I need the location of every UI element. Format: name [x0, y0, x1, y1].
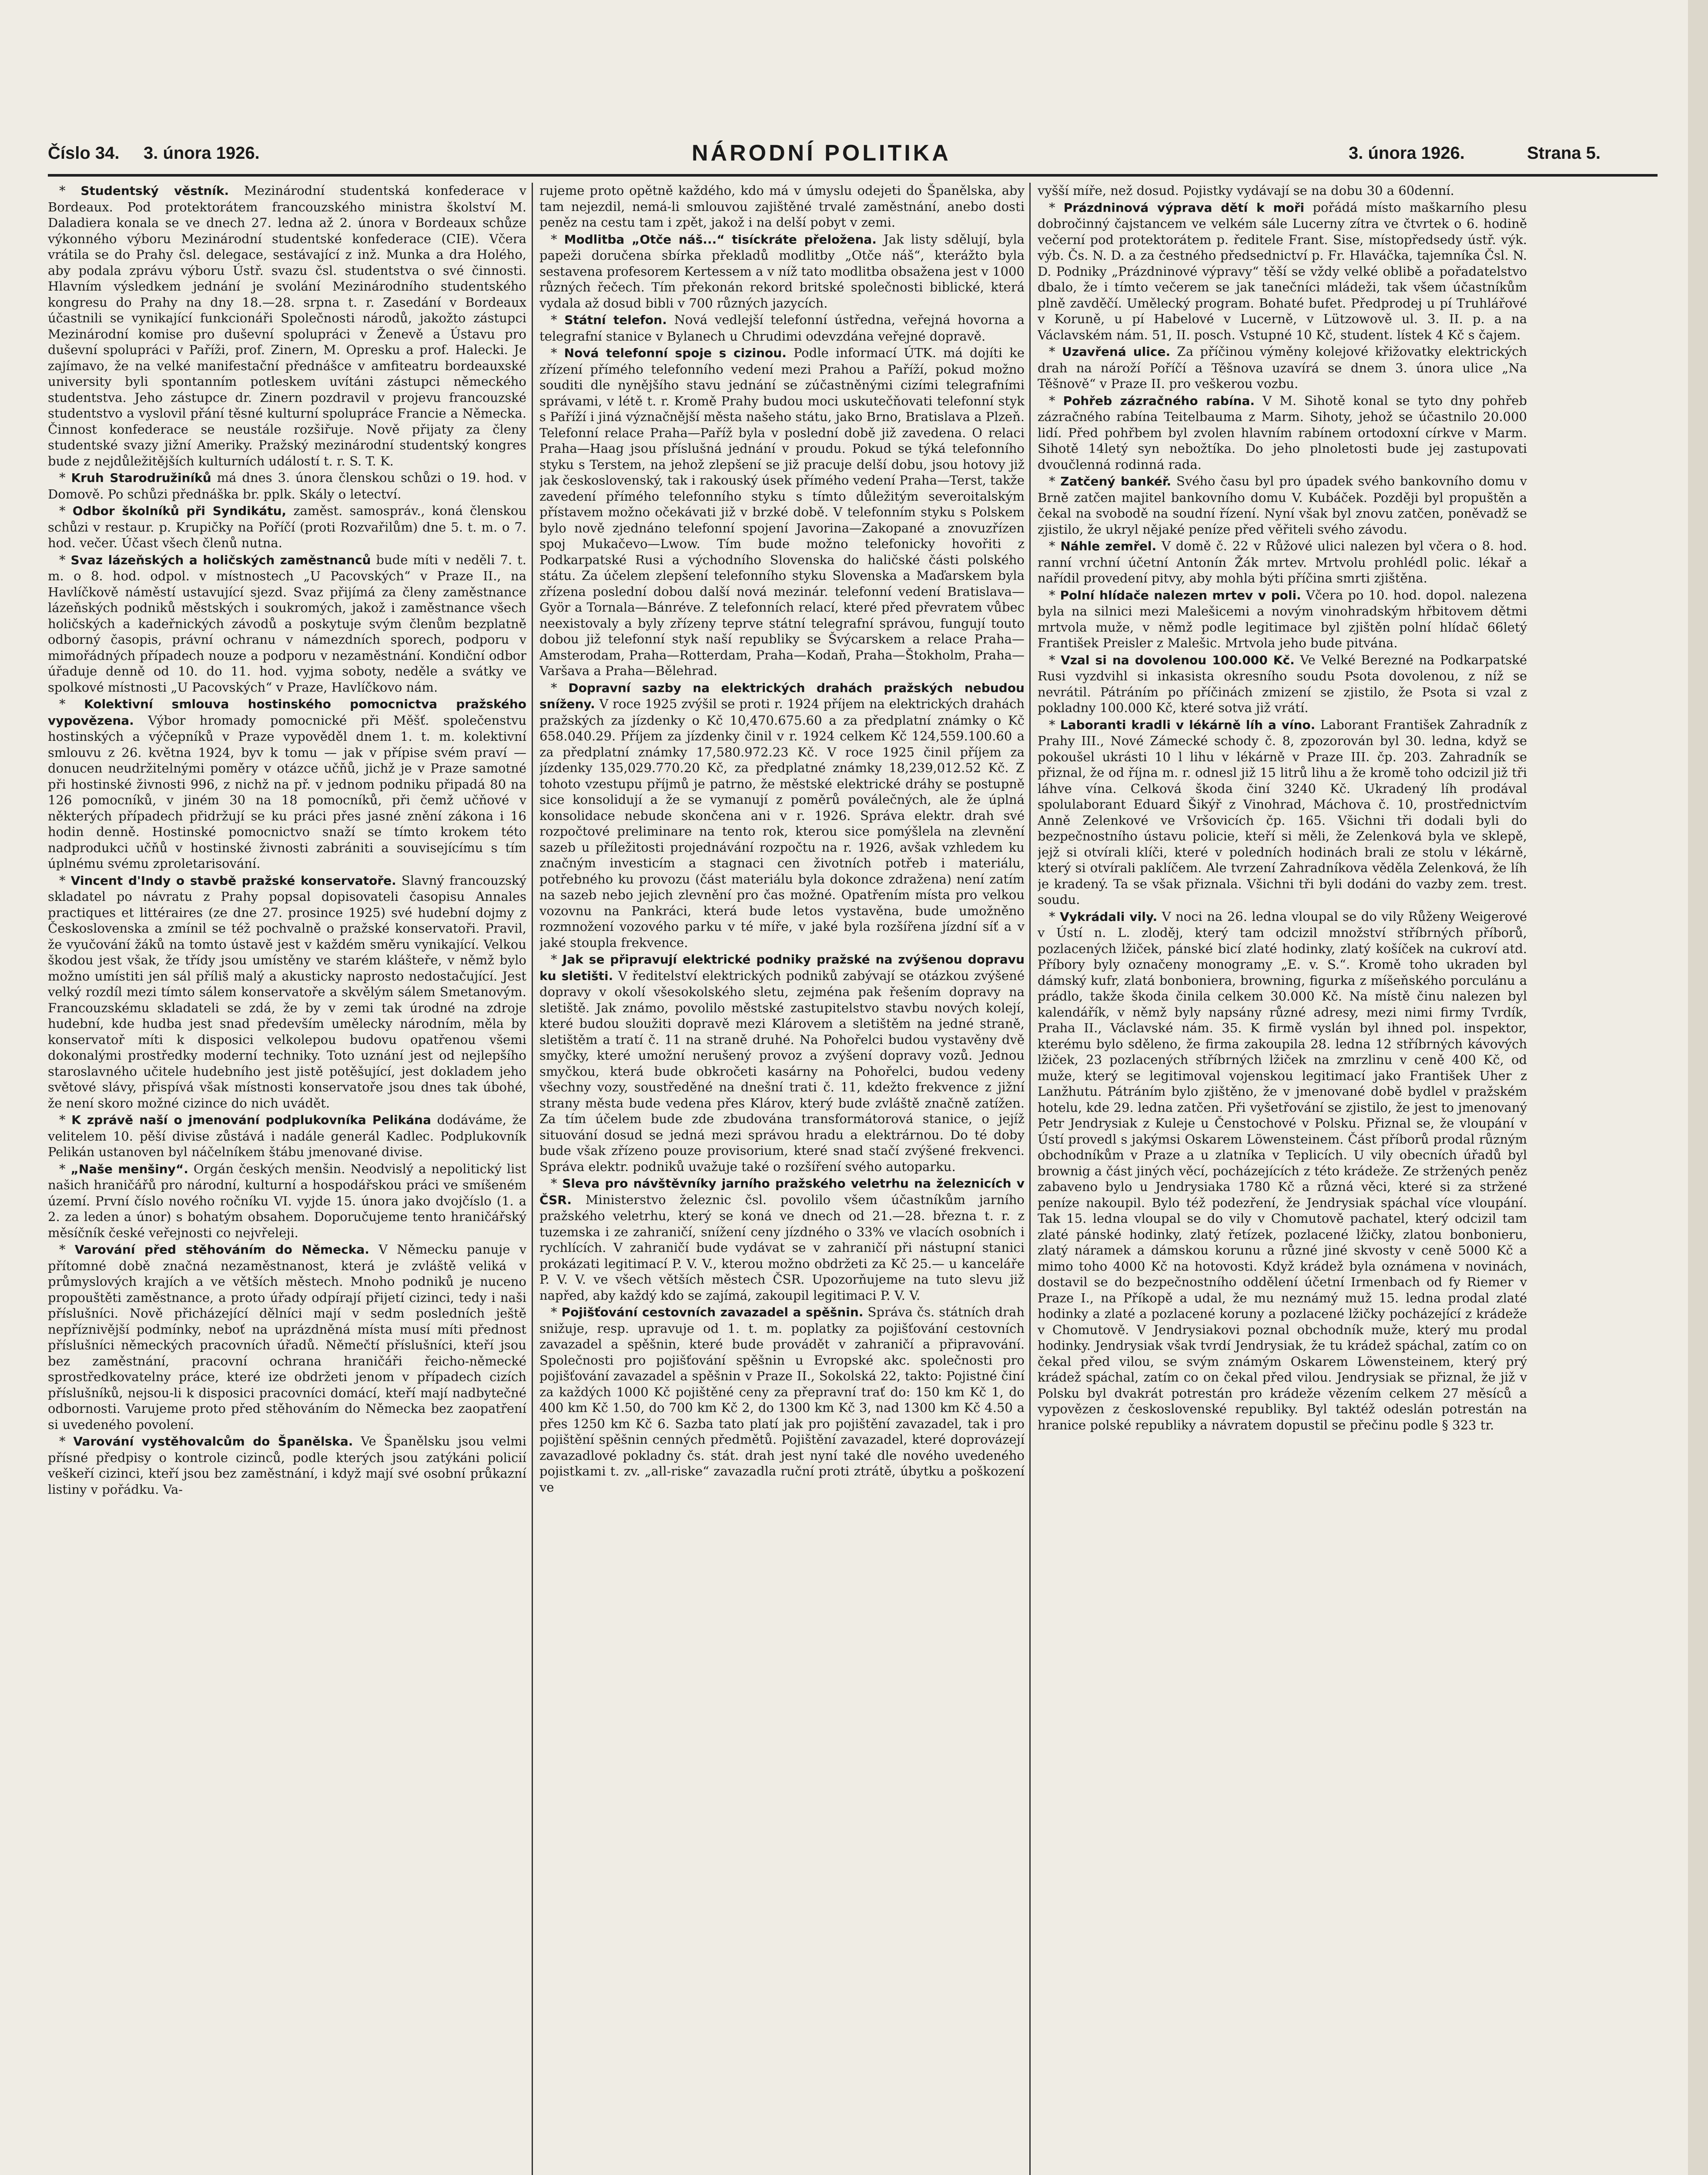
article-body: V roce 1925 zvýšil se proti r. 1924 příjem na elektrických drahách pražských za jízdenky o Kč 10,470.675.60 a za předplatní známky o Kč 658.040.29. Příjem za jízdenky činil v r. 1924 celkem Kč 124,559.100.60 a za předplatní známky 17,580.972.23 Kč. V roce 1925 činil příjem za jízdenky 135,029.770.20 Kč, za předplatné známky 18,239,012.52 Kč. Z tohoto vzestupu příjmů je patrno, že městské elektrické dráhy se postupně sice konsolidují a že se vymanují z poměrů poválečných, ale že úplná konsolidace nebude skončena ani v r. 1926. Správa elektr. drah své rozpočtové preliminare na tento rok, kterou sice pomýšlela na zlevnění sazeb u příležitosti projednávání rozpočtu na r. 1926, avšak vzhledem ku značným investicím a stagnaci cen životních potřeb i materiálu, potřebného ku provozu (část materiálu byla dokonce zdražena) není zatím na sazeb nebo jejich zlevnění pro čas možné. Opatřením místa pro velkou vozovnu na Pankráci, která bude letos vystavěna, bude umožněno rozmnožení vozového parku v té míře, v jaké byla rozšířena jízdní síť a v jaké stoupla frekvence.	[539, 696, 1025, 950]
article	[48, 470, 526, 502]
article-bullet: *	[59, 1112, 72, 1127]
article	[539, 951, 1025, 1174]
issue-number: Číslo 34.	[48, 144, 120, 163]
article-bullet: *	[59, 1434, 74, 1449]
article-body: Správa čs. státních drah snižuje, resp. upravuje od 1. t. m. poplatky za pojišťování cestovních zavazadel a spěšnin, které bude provádět v zahraničí a připravování. Společnosti pro pojišťování spěšnin u Evropské akc. společnosti pro pojišťování zavazadel a spěšnin v Praze II., Sokolská 22, takto: Pojistné činí za každých 1000 Kč pojištěné ceny za přepravní trať do: 150 km Kč 1, do 400 km Kč 1.50, do 700 km Kč 2, do 1300 km Kč 3, nad 1300 km Kč 4.50 a přes 1250 km Kč 6. Sazba tato platí jak pro pojištění zavazadel, tak i pro pojištění spěšnin cenných předmětů. Pojištění zavazadel, které doprovázejí zavazadlové pokladny čs. stát. drah jest nyní také dle nového uvedeného pojistkami t. zv. „all-riske“ zavazadla ruční proti ztrátě, úbytku a poškození ve	[539, 1305, 1025, 1495]
article-headline: Kolektivní smlouva hostinského pomocnictva pražského vypovězena.	[48, 697, 526, 728]
article	[539, 312, 1025, 344]
article	[539, 345, 1025, 679]
article-body: V Německu panuje v přítomné době značná nezaměstnanost, která je zvláště veliká v průmyslových krajích a ve větších městech. Mnoho podniků je nuceno propouštěti zaměstnance, a proto úřady odpírají přijetí cizinci, tedy i naši příslušníci. Nově přicházející dělníci mají v sedm posledních ještě nepříznivější podmínky, neboť na uprázdněná místa musí míti přednost příslušníci německých pracovních úřadů. Němečtí příslušníci, kteří jsou bez zaměstnání, pracovní ochrana hraničáři řeicho-německé sprostředkovatelny práce, které ize obdržeti jenom v případech cizích příslušníků, nejsou-li k disposici pracovníci domácí, kteří mají nadbytečné odbornosti. Varujeme proto před stěhováním do Německa bez zaopatření si uvedeného povolení.	[48, 1242, 526, 1432]
article-headline: „Naše menšiny“.	[70, 1161, 188, 1176]
article-body: pořádá místo maškarního plesu dobročinný čajstancem ve velkém sále Lucerny zítra ve čtvrtek o 6. hodině večerní pod protektorátem p. ředitele Frant. Sise, místopředsedy ústř. výk. výb. Čs. N. D. a za čestného předsednictví p. Fr. Hlaváčka, tajemníka Čsl. N. D. Podniky „Prázdninové výpravy“ těší se vždy velké oblibě a pořadatelstvo dbalo, že i tímto večerem se jak tanečníci mládeži, tak všem účastníkům plně zavděčí. Umělecký program. Bohaté bufet. Předprodej u pí Truhlářové v Koruně, u pí Habelové v Lucerně, v Lützowově ul. 3. II. p. a na Václavském nám. 51, II. posch. Vstupné 10 Kč, student. lístek 4 Kč s čajem.	[1038, 200, 1527, 342]
column-divider	[1029, 183, 1031, 2175]
article-body: Ve Velké Berezné na Podkarpatské Rusi vyzdvihl si inkasista okresního soudu Psota dovolenou, z níž se nevrátil. Pátráním po příčinách zmizení se zjistilo, že Psota si vzal z pokladny 100.000 Kč, které sotva již vrátí.	[1038, 652, 1527, 715]
article-bullet: *	[59, 1161, 71, 1176]
article-body: Ve Španělsku jsou velmi přísné předpisy o kontrole cizinců, podle kterých jsou zatýkáni policií veškeří cizinci, kteří jsou bez zaměstnání, i když mají své osobní průkazní listiny v pořádku. Va-	[48, 1434, 526, 1497]
article	[48, 503, 526, 551]
article	[539, 1304, 1025, 1495]
article-bullet: *	[551, 1176, 563, 1191]
article	[48, 696, 526, 872]
article-headline: Sleva pro návštěvníky jarního pražského veletrhu na železnicích v ČSR.	[539, 1176, 1025, 1207]
article-headline: Uzavřená ulice.	[1062, 345, 1171, 359]
article-bullet: *	[1049, 587, 1060, 602]
article-bullet: *	[59, 552, 71, 567]
masthead	[48, 139, 1658, 177]
newspaper-title: NÁRODNÍ POLITIKA	[692, 141, 951, 166]
article-body: zaměst. samospráv., koná členskou schůzi v restaur. p. Krupičky na Poříčí (proti Rozvařilům) dne 5. t. m. o 7. hod. večer. Účast všech členů nutna.	[48, 503, 526, 550]
article-body: Orgán českých menšin. Neodvislý a nepolitický list našich hraničářů pro národní, kulturní a hospodářskou práci ve smíšeném území. První číslo nového ročníku VI. vyjde 15. února jako dvojčíslo (1. a 2. za leden a únor) s bohatým obsahem. Doporučujeme tento hraničářský měsíčník české veřejnosti co nejvřeleji.	[48, 1161, 526, 1240]
column-3	[1038, 183, 1527, 2175]
article	[1038, 344, 1527, 392]
article-body: V M. Sihotě konal se tyto dny pohřeb zázračného rabína Teitelbauma z Marm. Sihoty, jehož se účastnilo 20.000 lidí. Před pohřbem byl zvolen hlavním rabínem ortodoxní církve v Marm. Sihotě 14letý syn nebožtíka. Do jeho plnoletosti bude jej zastupovati dvoučlenná rodinná rada.	[1038, 393, 1527, 472]
article	[48, 873, 526, 1111]
article-headline: K zprávě naší o jmenování podplukovníka Pelikána	[71, 1113, 431, 1127]
article-bullet: *	[551, 231, 564, 247]
article-bullet: *	[551, 680, 569, 695]
article	[48, 183, 526, 469]
article-headline: Studentský věstník.	[80, 184, 229, 198]
article	[1038, 652, 1527, 716]
article	[539, 183, 1025, 231]
article-headline: Nová telefonní spoje s cizinou.	[564, 346, 787, 360]
article-headline: Odbor školníků při Syndikátu,	[72, 504, 287, 518]
article-headline: Dopravní sazby na elektrických drahách pražských nebudou sníženy.	[539, 680, 1025, 711]
article-bullet: *	[1049, 474, 1061, 489]
column-divider	[532, 183, 533, 2175]
article-body: V noci na 26. ledna vloupal se do vily Růženy Weigerové v Ústí n. L. zloděj, který tam odcizil množství stříbrných příborů, pozlacených lžiček, pánské bicí zlaté hodinky, zlatý košíček na cukroví atd. Příbory byly označeny monogramy „E. v. S.“. Kromě toho ukraden byl dámský kufr, zlatá bonboniera, browning, figurka z míšeňského porculánu a prádlo, takže škoda činila celkem 30.000 Kč. Na místě činu nalezen byl kalendářík, v němž byly napsány různé adresy, mezi nimi firmy Tvrdík, Praha II., Václavské nám. 35. K firmě vyslán byl ihned pol. inspektor, kterému bylo sděleno, že firma zakoupila 28. ledna 12 stříbrných kávových lžiček, 23 pozlacených stříbrných lžiček na zmrzlinu v ceně 400 Kč, od muže, který se legitimoval vojenskou legitimací jako František Uher z Lanžhutu. Pátráním bylo zjištěno, že v jmenované době bydlel v pražském hotelu, kde 29. ledna zatčen. Při vyšetřování se zjistilo, že jest to jmenovaný Petr Jendrysiak z Kuleje u Čenstochové v Polsku. Přiznal se, že vloupání v Ústí provedl s jakýmsi Oskarem Löwensteinem. Část příborů prodal různým obchodníkům v Praze a u zlatníka v Teplicích. U vily obecních úřadů byl brownig a část jiných věcí, pocházejících z této krádeže. Ze stržených peněz zabaveno bylo u Jendrysiaka 1780 Kč a různá věci, které si za stržené peníze nakoupil. Bylo též podezření, že Jendrysiak spáchal více vloupání. Tak 15. ledna vloupal se do vily v Chomutově pachatel, který odcizil tam zlaté pánské hodinky, zlatý řetízek, pozlacené lžičky, zlatou bonbonieru, zlatý náramek a dámskou korunu a různé jiné skvosty v ceně 5000 Kč a mimo toho 4000 Kč na hotovosti. Když krádež byla oznámena v novinách, dostavil se do bezpečnostního oddělení účetní Irmenbach od fy Riemer v Praze I., na Příkopě a udal, že mu neznámý muž 15. ledna prodal zlaté hodinky a zlaté a pozlacené koruny a pozlacené lžičky pocházející z krádeže v Chomutově. V Jendrysiakovi poznal obchodník muže, který mu prodal hodinky. Jendrysiak však tvrdí Jendrysiak, že tu krádež spáchal, zatím co on čekal před vilou, se svým známým Oskarem Löwensteinem, který prý krádež spáchal, zatím co on čekal před vilou. Jendrysiak se přiznal, že již v Polsku byl dvakrát potrestán pro krádeže vězením celkem 27 měsíců a vypovězen z československé republiky. Byl taktéž odeslán potrestán na hranice polské republiky a návratem dopustil se přečinu podle § 323 tr.	[1038, 909, 1527, 1432]
article	[48, 1112, 526, 1160]
article	[1038, 587, 1527, 651]
article-bullet: *	[1049, 909, 1060, 924]
column-1	[48, 183, 526, 2175]
article-body: Laborant František Zahradník z Prahy III., Nové Zámecké schody č. 8, zpozorován byl 30. ledna, když se pokoušel ukrásti 10 l lihu v lékárně v Praze III. čp. 203. Zahradník se přiznal, že od října m. r. odnesl již 15 litrů lihu a že kromě toho odcizil již tři láhve vína. Celková škoda činí 3240 Kč. Ukradený líh prodával spolulaborant Eduard Šikýř z Vinohrad, Máchova č. 10, prostřednictvím Anně Zelenkové ve Vršovicích čp. 165. Všichni tři dodali byli do bezpečnostního ústavu policie, kteří si měli, že Zelenková byla ve sklepě, jejž si otvírali klíči, které v poledních hodinách brali ze stolu v lékárně, který si otvírali paklíčem. Ale tvrzení Zahradníkova věděla Zelenková, že líh je kradený. Ta se však přiznala. Všichni tři byli dodáni do vazby zem. trest. soudu.	[1038, 717, 1527, 907]
article-bullet: *	[1049, 652, 1061, 667]
article	[1038, 183, 1527, 199]
article	[48, 1161, 526, 1241]
article	[1038, 909, 1527, 1433]
article	[1038, 717, 1527, 908]
article-headline: Prázdninová výprava dětí k moři	[1063, 200, 1305, 215]
article	[1038, 393, 1527, 473]
article-body: Nová vedlejší telefonní ústředna, veřejná hovorna a telegrafní stanice v Bylanech u Chrudimi odevzdána veřejné dopravě.	[539, 312, 1025, 344]
page-number: Strana 5.	[1527, 144, 1601, 163]
article-headline: Varování před stěhováním do Německa.	[74, 1242, 369, 1257]
article-bullet: *	[59, 503, 73, 518]
article-headline: Laboranti kradli v lékárně líh a víno.	[1060, 717, 1316, 732]
article	[539, 1175, 1025, 1303]
article-body: bude míti v neděli 7. t. m. o 8. hod. odpol. v místnostech „U Pacovských“ v Praze II., na Havlíčkově náměstí ustavující sjezd. Svaz přijímá za členy zaměstnance lázeňských podniků městských i soukromých, jakož i zaměstnance všech holičských a kadeřnických závodů a poskytuje svým členům bezplatně odborný časopis, právní ochranu v námezdních sporech, podporu v mimořádných případech nouze a podporu v nezaměstnání. Kondiční odbor úřaduje denně od 10. do 11. hod. vyjma soboty, neděle a svátky ve spolkové místnosti „U Pacovských“ v Praze, Havlíčkovo nám.	[48, 552, 526, 695]
article	[48, 1433, 526, 1497]
article-headline: Zatčený bankéř.	[1060, 474, 1172, 489]
article	[539, 680, 1025, 951]
column-2	[539, 183, 1025, 2175]
article-body: V domě č. 22 v Růžové ulici nalezen byl včera o 8. hod. ranní vrchní účetní Antonín Žák mrtev. Mrtvolu prohlédl polic. lékař a nařídil provedení pitvy, aby mohla býti příčina smrti zjištěna.	[1038, 539, 1527, 586]
issue-date-left: 3. února 1926.	[144, 144, 260, 163]
article	[539, 231, 1025, 311]
article-body: Včera po 10. hod. dopol. nalezena byla na silnici mezi Malešicemi a novým vinohradským hřbitovem dětmi mrtvola muže, v němž podle legitimace byl zjištěn polní hlídač 66letý František Preisler z Malešic. Mrtvola jeho bude pitvána.	[1038, 587, 1527, 650]
article-body: Slavný francouzský skladatel po návratu z Prahy popsal dopisovateli časopisu Annales practiques et littéraires (ze dne 27. prosince 1925) své hudební dojmy z Československa a zmínil se též pochvalně o pražské konservatoři. Pravil, že vyučování žáků na tomto ústavě jest v každém směru vynikající. Velkou škodou jest však, že třídy jsou umístěny ve starém klášteře, v němž bylo možno umístiti jen sál příliš malý a akusticky naprosto nedostačující. Jest velký rozdíl mezi tímto sálem konservatoře a skvělým sálem Smetanovým. Francouzskému skladateli se zdá, že by v zemi tak úrodné na zdroje hudební, kde hudba jest snad především umělecky národním, měla by konservatoř míti k disposici velkolepou budovu opatřenou všemi dokonalými prostředky moderní techniky. Toto uznání jest od nejlepšího staroslavného učitele hudebního jest jistě potěšující, jest dokladem jeho světové slávy, přispívá však místnosti konservatoře jsou dnes tak úbohé, že není skoro možné cizince do nich uvádět.	[48, 873, 526, 1111]
article-headline: Náhle zemřel.	[1060, 539, 1157, 553]
article-bullet: *	[1049, 539, 1061, 553]
article-bullet: *	[551, 952, 563, 967]
article-body: má dnes 3. února členskou schůzi o 19. hod. v Domově. Po schůzi přednáška br. pplk. Skály o letectví.	[48, 470, 526, 502]
article	[1038, 538, 1527, 586]
page-edge	[1688, 0, 1708, 2175]
article-headline: Státní telefon.	[564, 313, 667, 327]
article-headline: Jak se připravují elektrické podniky pražské na zvýšenou dopravu ku sletišti.	[539, 952, 1025, 983]
article-bullet: *	[1049, 717, 1060, 732]
article-bullet: *	[551, 312, 565, 327]
article-headline: Vzal si na dovolenou 100.000 Kč.	[1061, 652, 1295, 667]
article	[48, 1241, 526, 1432]
article-bullet: *	[1049, 344, 1062, 359]
article	[1038, 473, 1527, 537]
article-headline: Polní hlídače nalezen mrtev v poli.	[1060, 588, 1301, 602]
article-body: V ředitelství elektrických podniků zabývají se otázkou zvýšené dopravy v okolí všesokolského sletu, zejména pak řešením dopravy na sletiště. Jak známo, povolilo městské zastupitelstvo stavbu nových kolejí, které budou sloužiti dopravě mezi Klárovem a sletištěm na jedné straně, sletištěm a tratí č. 11 na straně druhé. Na Pohořelci budou vystavěny dvě smyčky, které umožní nerušený provoz a zvýšení dopravy vozů. Jednou smyčkou, která bude obkročeti kasárny na Pohořelci, budou vedeny všechny vozy, soustředěné na dnešní trati č. 11, kdežto frekvence z jižní strany města bude vedena přes Klárov, který bude zvláště značně zatížen. Za tím účelem bude zde zbudována transformátorová stanice, o jejíž situování dosud se jedná mezi správou hradu a elektrárnou. Do té doby bude však zřízeno pouze provisorium, které snad stačí zvýšené frekvenci. Správa elektr. podniků uvažuje také o rozšíření svého autoparku.	[539, 968, 1025, 1174]
article-bullet: *	[59, 1242, 75, 1257]
article-body: Jak listy sdělují, byla papeži doručena sbírka překladů modlitby „Otče náš“, kterážto byla sestavena profesorem Kertessem a v níž tato modlitba obsažena jest v 1000 různých řečech. Tím překonán rekord britské společnosti biblické, která vydala až dosud bibli v 700 různých jazycích.	[539, 231, 1025, 311]
article-headline: Vykrádali vily.	[1060, 909, 1158, 924]
article-body: Svého času byl pro úpadek svého bankovního domu v Brně zatčen majitel bankovního domu V. Kubáček. Později byl propuštěn a čekal na svobodě na soudní řízení. Nyní však byl znovu zatčen, poněvadž se zjistilo, že ukryl nějaké peníze před věřiteli svého závodu.	[1038, 474, 1527, 537]
article-bullet: *	[1049, 393, 1063, 408]
article-headline: Svaz lázeňských a holičských zaměstnanců	[70, 552, 371, 567]
article-body: dodáváme, že velitelem 10. pěší divise zůstává i nadále generál Kadlec. Podplukovník Pelikán ustanoven byl náčelníkem štábu jmenované divise.	[48, 1112, 526, 1159]
article-bullet: *	[551, 345, 564, 360]
article-bullet: *	[1049, 200, 1064, 215]
article-body: Podle informací ÚTK. má dojíti ke zřízení přímého telefonního vedení mezi Prahou a Paříží, pokud možno souditi dle nynějšího stavu jednání se zúčastněnými cizími telegrafními správami, v létě t. r. Kromě Prahy budou moci uskutečňovati telefonní styk s Paříží i jiná význačnější města našeho státu, jako Brno, Bratislava a Plzeň. Telefonní relace Praha—Paříž byla v poslední době již zavedena. O relaci Praha—Haag jsou příslušná jednání v proudu. Pokud se týká telefonního styku s Terstem, na jehož zlepšení se již pracuje delší dobu, jsou hotovy již jak československý, tak i rakouský úsek přímého vedení Praha—Terst, takže zavedení přímého telefonního styku s tímto důležitým severoitalským přístavem možno očekávati již v brzké době. V telefonním styku s Polskem bylo nově zjednáno telefonní spojení Javorina—Zakopané a znovuzřízen spoj Mukačevo—Lwow. Tím bude možno telefonicky hovořiti z Podkarpatské Rusi a východního Slovenska do haličské části polského státu. Za účelem zlepšení telefonního styku Slovenska a Maďarskem byla zřízena poslední dobou další nová mezinár. telefonní vedení Bratislava—Györ a Tornala—Bánréve. Z telefonních relací, které před převratem vůbec neexistovaly a byly zřízeny teprve státní telegrafní správou, fungují touto dobou již telefonní styk naší republiky se Švýcarskem a relace Praha—Amsterodam, Praha—Rotterdam, Praha—Kodaň, Praha—Štokholm, Praha—Varšava a Praha—Bělehrad.	[539, 345, 1025, 678]
article-body: Výbor hromady pomocnické při Měšť. společenstvu hostinských a výčepníků v Praze vypověděl dnem 1. t. m. kolektivní smlouvu z 26. května 1924, byv k tomu — jak v přípise svém praví — donucen neudržitelnými poměry v otázce učňů, jichž je v Praze samotné při hostinské živnosti 996, z nichž na př. v jednom podniku připadá 80 na 126 pomocníků, v jiném 30 na 18 pomocníků, při čemž učňové v některých případech přidržují se ku práci přes jasné znění zákona i 16 hodin denně. Hostinské pomocnictvo snaží se tímto krokem této nadprodukci učňů v hostinské živnosti zabrániti a souvisejícímu s tím úplnému svému zproletarisování.	[48, 713, 526, 871]
article-bullet: *	[59, 696, 84, 711]
article-headline: Varování vystěhovalcům do Španělska.	[73, 1434, 353, 1449]
article-bullet: *	[59, 873, 71, 888]
article-bullet: *	[551, 1305, 562, 1319]
article	[48, 552, 526, 696]
article-headline: Kruh Starodružiníků	[71, 471, 211, 485]
article-body: Mezinárodní studentská konfederace v Bordeaux. Pod protektorátem francouzského ministra školství M. Daladiera konala se ve dnech 27. ledna až 2. února v Bordeaux schůze výkonného výboru Mezinárodní studentské konfederace (CIE). Včera vrátila se do Prahy čsl. delegace, sestávající z inž. Munka a dra Holého, aby podala zprávu výboru Ústř. svazu čsl. studentstva o své činnosti. Hlavním výsledkem jednání je svolání Mezinárodního studentského kongresu do Prahy na dny 18.—28. srpna t. r. Zasedání v Bordeaux účastnili se vynikající funkcionáři Společnosti národů, jakožto zástupci Mezinárodní komise pro duševní spolupráci v Ženevě a Ústavu pro duševní spolupráci v Paříži, prof. Zinern, M. Opresku a prof. Halecki. Je zajímavo, že na velké manifestační přednášce v amfiteatru bordeauxské university byli spontanním potleskem uvítáni zástupci německého studentstva. Jeho zástupce dr. Zinern pozdravil v projevu francouzské studentstvo a vyslovil přání těsné kulturní spolupráce Francie a Německa. Činnost konfederace se neustále rozšiřuje. Nově přijaty za členy studentské svazy jižní Ameriky. Pražský mezinárodní studentský kongres bude z nejdůležitějších kulturních událostí t. r. S. T. K.	[48, 183, 526, 468]
article-headline: Pojišťování cestovních zavazadel a spěšnin.	[561, 1305, 864, 1319]
article-headline: Vincent d'Indy o stavbě pražské konservatoře.	[70, 873, 396, 888]
article-body: Za příčinou výměny kolejové křižovatky elektrických drah na nároží Poříčí a Těšnova uzavírá se dnem 3. února ulice „Na Těšnově“ v Praze II. pro veškerou vozbu.	[1038, 344, 1527, 391]
article-body: rujeme proto opětně každého, kdo má v úmyslu odejeti do Španělska, aby tam nejezdil, nemá-li smlouvou zajištěné trvalé zaměstnání, anebo dosti peněz na cestu tam i zpět, jakož i na delší pobyt v zemi.	[539, 183, 1025, 230]
article-bullet: *	[59, 470, 71, 485]
article	[1038, 200, 1527, 343]
issue-date-right: 3. února 1926.	[1349, 144, 1465, 163]
article-bullet: *	[59, 183, 81, 198]
article-body: Ministerstvo železnic čsl. povolilo všem účastníkům jarního pražského veletrhu, který se koná ve dnech od 21.—28. března t. r. z tuzemska i ze zahraničí, snížení ceny jízdného o 33% ve vlacích osobních i rychlících. V zahraničí bude vydávat se v zahraničí při nástupní stanici prokázati legitimací P. V. V., kterou možno obdržeti za Kč 25.— u kanceláře P. V. V. ve všech větších městech ČSR. Upozorňujeme na tuto slevu již napřed, aby každý kdo se zajímá, zakoupil legitimaci P. V. V.	[539, 1192, 1025, 1303]
article-body: vyšší míře, než dosud. Pojistky vydávají se na dobu 30 a 60denní.	[1038, 183, 1454, 198]
article-headline: Pohřeb zázračného rabína.	[1063, 393, 1255, 408]
article-headline: Modlitba „Otče náš...“ tisíckráte přeložena.	[564, 232, 877, 247]
